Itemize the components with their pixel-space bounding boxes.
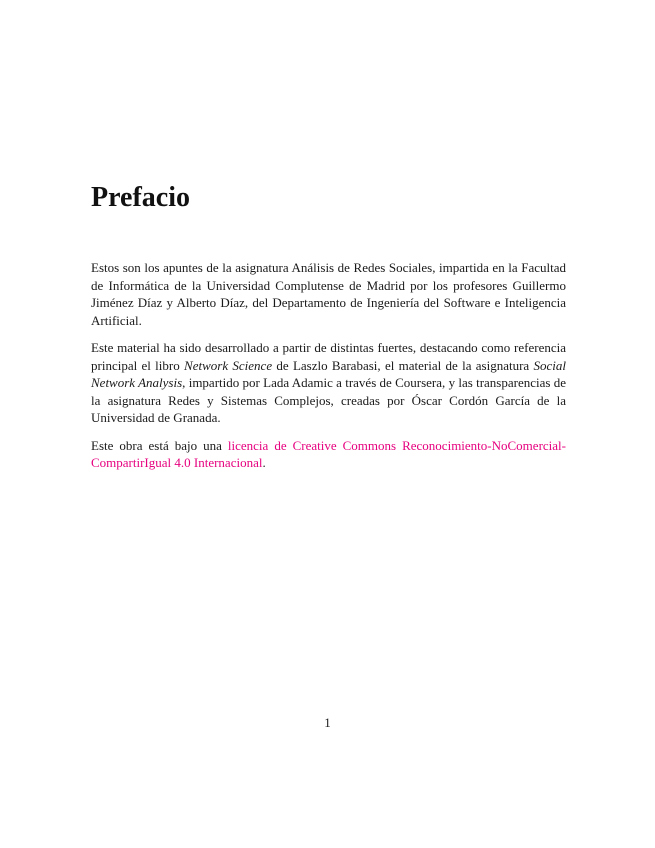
license-link[interactable]: licencia de Creative Commons Reconocimiento-NoComercial-CompartirIgual 4.0 Internacional [91,437,566,470]
course-title-social-network-analysis: Social Network Analysis [91,357,566,390]
paragraph-3-suffix: . [262,455,266,470]
paragraph-3-prefix: Este obra está bajo una [91,437,228,453]
paragraph-2-part-2: de Laszlo Barabasi, el material de la asignatura [272,357,534,373]
paragraph-2 [91,339,566,427]
book-title-network-science: Network Science [184,357,273,373]
paragraph-2-part-1: Este material ha sido desarrollado a partir de distintas fuertes, destacando como referencia principal el libro [91,340,566,373]
paragraph-3 [91,437,566,472]
paragraph-2-part-3: , impartido por Lada Adamic a través de Coursera, y las transparencias de la asignatura Redes y Sistemas Complejos, creadas por Óscar Cordón García de la Universidad de Granada. [91,375,566,425]
preface-body [91,259,566,482]
page-number: 1 [324,715,331,730]
chapter-title: Prefacio [91,182,190,213]
paragraph-1: Estos son los apuntes de la asignatura Análisis de Redes Sociales, impartida en la Facultad de Informática de la Universidad Complutense de Madrid por los profesores Guillermo Jiménez Díaz y Alberto Díaz, del Departamento de Ingeniería del Software e Inteligencia Artificial. [91,260,566,328]
